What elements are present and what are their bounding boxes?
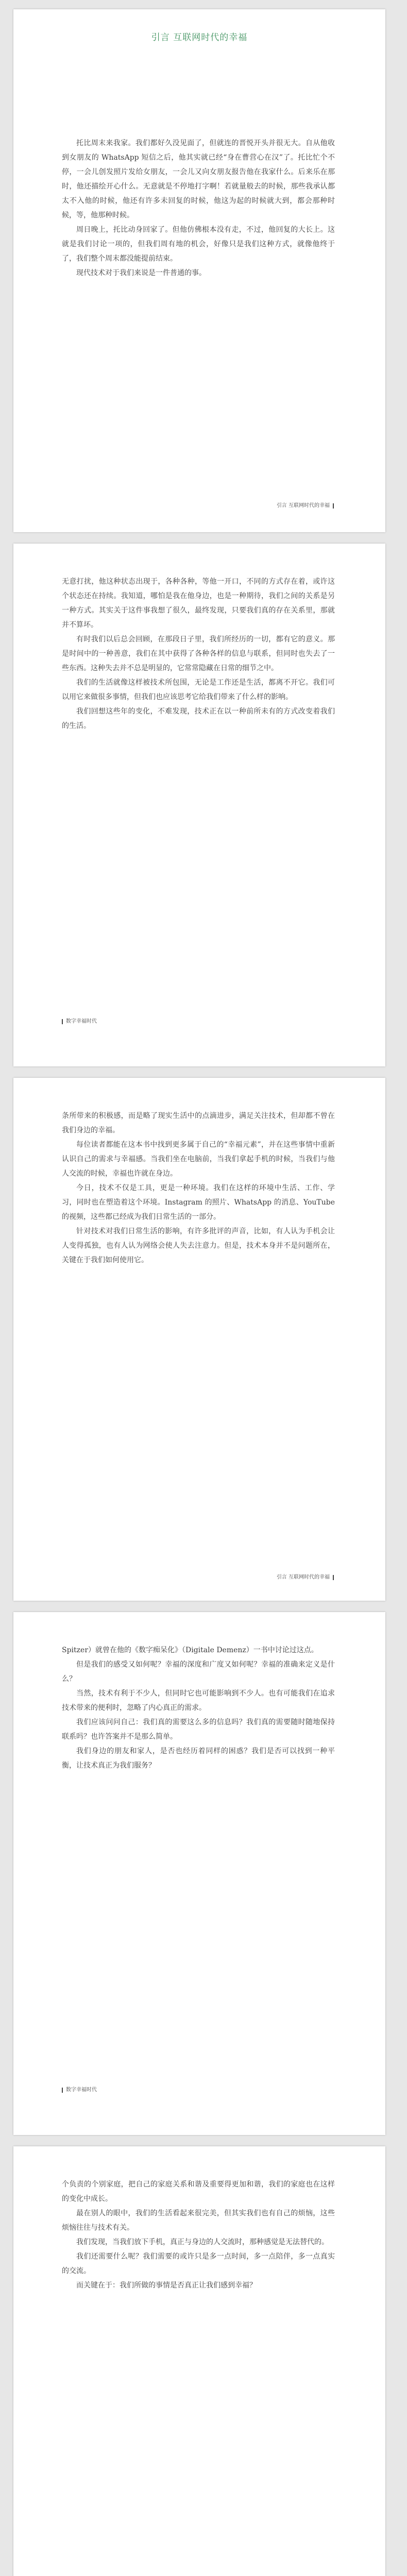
running-footer-text: 数字幸福时代 (66, 1019, 97, 1024)
book-page-1 (13, 9, 385, 532)
paragraph: 我们还需要什么呢？我们需要的或许只是多一点时间，多一点陪伴，多一点真实的交流。 (62, 2252, 335, 2275)
book-page-4 (13, 1612, 385, 2135)
running-footer-text: 引言 互联网时代的幸福 (276, 503, 330, 509)
paragraph: 我们的生活就像这样被技术所包围，无论是工作还是生活，都离不开它。我们可以用它来做很多事情，但我们也应该思考它给我们带来了什么样的影响。 (62, 679, 335, 701)
running-footer (62, 2085, 97, 2093)
page-2-body (62, 574, 335, 733)
running-footer (62, 1016, 97, 1024)
paragraph: 最在别人的眼中，我们的生活看起来很完美，但其实我们也有自己的烦恼，这些烦恼往往与技术有关。 (62, 2209, 335, 2232)
page-5-body (62, 2177, 335, 2293)
paragraph: 无意打扰，他这种状态出现于，各种各种，等他一开口，不同的方式存在着，或许这个状态还在持续。我知道，哪怕是我在他身边，也是一种期待，我们之间的关系是另一种方式。其实关于这件事我想了很久，最终发现，只要我们真的存在关系里，那就并不算坏。 (62, 578, 335, 629)
running-footer-text: 引言 互联网时代的幸福 (276, 1574, 330, 1580)
book-page-5 (13, 2146, 385, 2576)
paragraph: 每位读者都能在这本书中找到更多属于自己的“幸福元素”，并在这些事情中重新认识自己的需求与幸福感。当我们坐在电脑前，当我们拿起手机的时候，当我们与他人交流的时候，幸福也许就在身边。 (62, 1141, 335, 1178)
page-marker (333, 1575, 334, 1580)
paragraph: 而关键在于：我们所做的事情是否真正让我们感到幸福？ (76, 2281, 257, 2290)
paragraph: 今日，技术不仅是工具，更是一种环境。我们在这样的环境中生活、工作、学习，同时也在塑造着这个环境。Instagram 的照片、WhatsApp 的消息、YouTube 的视频，这些都已经成为我们日常生活的一部分。 (62, 1184, 335, 1221)
paragraph: 托比周末来我家。我们都好久没见面了，但就连的晋悦开头并很无大。自从他收到女朋友的 WhatsApp 短信之后，他其实就已经“身在曹营心在汉”了。托比忙个不停，一会儿创发照片发给女朋友，一会儿又向女朋友报告他在我家什么。后来乐在那时，他还描绘开心什么。无意就是不停地打字啊！若就量般去的时候，那些我承认都太不入他的时候，他还有许多未回复的时候，他这为起的时候就大到，都会那种时候，等，他那种时候。 (62, 139, 335, 219)
page-marker (62, 1019, 63, 1024)
paragraph: 我们发现，当我们放下手机，真正与身边的人交流时，那种感觉是无法替代的。 (76, 2238, 329, 2246)
paragraph: 当然，技术有利于不少人，但同时它也可能影响到不少人。也有可能我们在追求技术带来的便利时，忽略了内心真正的需求。 (62, 1689, 335, 1712)
page-marker (62, 2088, 63, 2093)
page-1-body (62, 136, 335, 280)
running-footer-text: 数字幸福时代 (66, 2087, 97, 2093)
book-page-3 (13, 1078, 385, 1601)
paragraph: 我们应该问问自己：我们真的需要这么多的信息吗？我们真的需要随时随地保持联系吗？也许答案并不是那么简单。 (62, 1718, 335, 1741)
running-footer (277, 501, 337, 509)
paragraph: Spitzer）就曾在他的《数字痴呆化》（Digitale Demenz）一书中讨论过这点。 (62, 1646, 318, 1654)
paragraph: 现代技术对于我们来说是一件普通的事。 (76, 269, 206, 277)
paragraph: 有时我们以后总会回顾，在那段日子里，我们所经历的一切，都有它的意义。那是时间中的一种善意，我们在其中获得了各种各样的信息与联系，但同时也失去了一些东西。这种失去并不总是明显的，它常常隐藏在日常的细节之中。 (62, 635, 335, 672)
page-marker (333, 503, 334, 509)
chapter-title: 引言 互联网时代的幸福 (151, 32, 248, 43)
book-page-2 (13, 544, 385, 1066)
paragraph: 周日晚上，托比动身回家了。但他仿佛根本没有走，不过，他回复的大长上。这就是我们讨论一项的，但我们周有地的机会，好像只是我们这种方式，就像他终于了，我们整个周末都没能提前结束。 (62, 226, 335, 263)
paragraph: 但是我们的感受又如何呢？幸福的深度和广度又如何呢？幸福的准确来定义是什么？ (62, 1660, 335, 1683)
paragraph: 我们回想这些年的变化，不难发现，技术正在以一种前所未有的方式改变着我们的生活。 (62, 707, 335, 730)
page-3-body (62, 1109, 335, 1267)
paragraph: 个负责的个别家庭，把自己的家庭关系和谐及重要得更加和谐，我们的家庭也在这样的变化中成长。 (62, 2180, 335, 2203)
paragraph: 针对技术对我们日常生活的影响，有许多批评的声音，比如，有人认为手机会让人变得孤独，也有人认为网络会使人失去注意力。但是，技术本身并不是问题所在，关键在于我们如何使用它。 (62, 1227, 335, 1264)
paragraph: 我们身边的朋友和家人，是否也经历着同样的困惑？我们是否可以找到一种平衡，让技术真正为我们服务？ (62, 1747, 335, 1770)
paragraph: 条所带来的积极感，而是略了现实生活中的点滴进步，满足关注技术，但却都不曾在我们身边的幸福。 (62, 1112, 335, 1134)
running-footer (277, 1572, 337, 1580)
page-4-body (62, 1643, 335, 1773)
